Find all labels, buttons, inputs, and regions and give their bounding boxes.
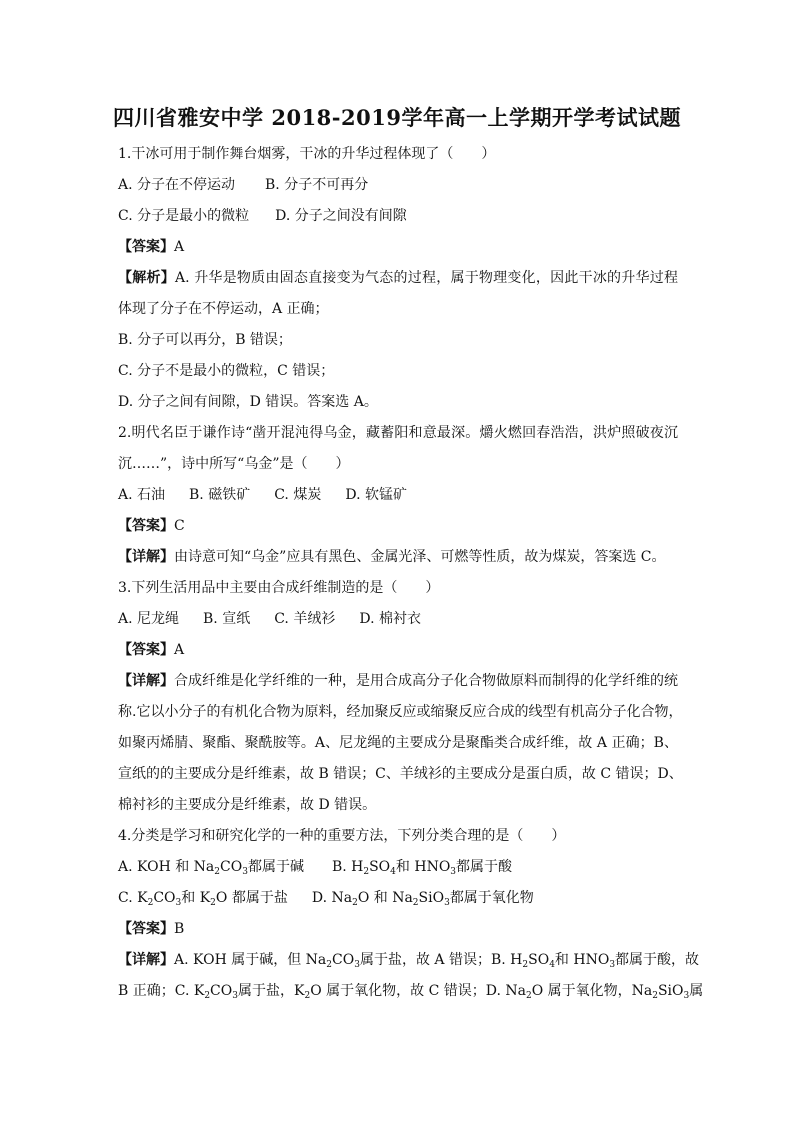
q2-stem-line-1: 2.明代名臣于谦作诗“凿开混沌得乌金，藏蓄阳和意最深。爝火燃回春浩浩，洪炉照破夜沉 (118, 425, 678, 441)
q1-answer (118, 237, 184, 257)
q3-option-d: D. 棉衬衣 (359, 611, 421, 627)
q2-answer-value: C (174, 518, 185, 534)
q3-option-a: A. 尼龙绳 (118, 611, 180, 627)
q3-detail-line-2: 称.它以小分子的有机化合物为原料，经加聚反应或缩聚反应合成的线型有机高分子化合物， (118, 704, 683, 720)
q3-detail-line-4: 宣纸的的主要成分是纤维素，故 B 错误；C、羊绒衫的主要成分是蛋白质，故 C 错误；D、 (118, 766, 683, 782)
q2-option-b: B. 磁铁矿 (189, 487, 251, 503)
q3-stem: 3.下列生活用品中主要由合成纤维制造的是（ ） (118, 580, 440, 596)
q2-detail-line-1: 【详解】由诗意可知“乌金”应具有黑色、金属光泽、可燃等性质，故为煤炭，答案选 C。 (118, 549, 666, 565)
q2-option-a: A. 石油 (118, 487, 166, 503)
q2-stem-line-2: 沉……”，诗中所写“乌金”是（ ） (118, 456, 350, 472)
q3-option-b: B. 宣纸 (203, 611, 251, 627)
q4-answer-tag: 【答案】 (118, 921, 174, 937)
q3-detail-tag: 【详解】 (118, 673, 174, 689)
q3-detail-line-5: 棉衬衫的主要成分是纤维素，故 D 错误。 (118, 797, 377, 813)
q1-analysis-line-3: B. 分子可以再分，B 错误； (118, 332, 292, 348)
q1-stem: 1.干冰可用于制作舞台烟雾，干冰的升华过程体现了（ ） (118, 146, 496, 162)
q4-options-cd (118, 888, 534, 908)
q3-detail-line-1: 【详解】合成纤维是化学纤维的一种，是用合成高分子化合物做原料而制得的化学纤维的统 (118, 673, 678, 689)
q4-option-b: B. $H_2SO_4$和 $HNO_3$都属于酸 (331, 859, 513, 877)
q1-option-c: C. 分子是最小的微粒 (118, 208, 250, 224)
q4-option-a: A. KOH 和 $Na_2CO_3$都属于碱 (118, 859, 304, 877)
q4-options-ab (118, 857, 512, 877)
q1-answer-value: A (174, 239, 185, 255)
q1-option-d: D. 分子之间没有间隙 (275, 208, 407, 224)
q1-analysis-line-4: C. 分子不是最小的微粒，C 错误； (118, 363, 335, 379)
q4-detail-tag: 【详解】 (118, 952, 174, 968)
q4-option-c: C. $K_2CO_3$和 $K_2O$ 都属于盐 (118, 890, 288, 908)
q2-options (118, 485, 407, 505)
q2-answer (118, 516, 185, 536)
q1-answer-tag: 【答案】 (118, 239, 174, 255)
q4-option-d: D. $Na_2O$ 和 $Na_2SiO_3$都属于氧化物 (311, 890, 534, 908)
q1-option-b: B. 分子不可再分 (265, 177, 369, 193)
q4-stem: 4.分类是学习和研究化学的一种的重要方法，下列分类合理的是（ ） (118, 828, 566, 844)
q3-detail-line-3: 如聚丙烯腈、聚酯、聚酰胺等。A、尼龙绳的主要成分是聚酯类合成纤维，故 A 正确；B、 (118, 735, 678, 751)
q3-options (118, 609, 421, 629)
q3-answer-tag: 【答案】 (118, 642, 174, 658)
q4-detail-line-2: B 正确；C. $K_2CO_3$属于盐，$K_2O$ 属于氧化物，故 C 错误；D. $Na_2O$ 属于氧化物，$Na_2SiO_3$属 (118, 983, 704, 1001)
q1-options-ab (118, 175, 368, 195)
q2-detail-tag: 【详解】 (118, 549, 174, 565)
q1-analysis-line-1: 【解析】A. 升华是物质由固态直接变为气态的过程，属于物理变化，因此干冰的升华过程 (118, 270, 679, 286)
q1-options-cd (118, 206, 407, 226)
q1-option-a: A. 分子在不停运动 (118, 177, 236, 193)
q3-answer (118, 640, 184, 660)
q1-analysis-line-2: 体现了分子在不停运动，A 正确； (118, 301, 329, 317)
q1-analysis-line-5: D. 分子之间有间隙，D 错误。答案选 A。 (118, 394, 378, 410)
q2-option-c: C. 煤炭 (274, 487, 322, 503)
q2-option-d: D. 软锰矿 (345, 487, 407, 503)
page-title: 四川省雅安中学 2018-2019学年高一上学期开学考试试题 (113, 105, 681, 130)
q4-answer (118, 919, 184, 939)
q3-option-c: C. 羊绒衫 (274, 611, 336, 627)
q3-answer-value: A (174, 642, 185, 658)
q4-answer-value: B (174, 921, 185, 937)
q4-detail-line-1: 【详解】A. KOH 属于碱，但 $Na_2CO_3$属于盐，故 A 错误；B. $H_2SO_4$和 $HNO_3$都属于酸，故 (118, 952, 700, 970)
q2-answer-tag: 【答案】 (118, 518, 174, 534)
q1-analysis-tag: 【解析】 (118, 270, 175, 286)
